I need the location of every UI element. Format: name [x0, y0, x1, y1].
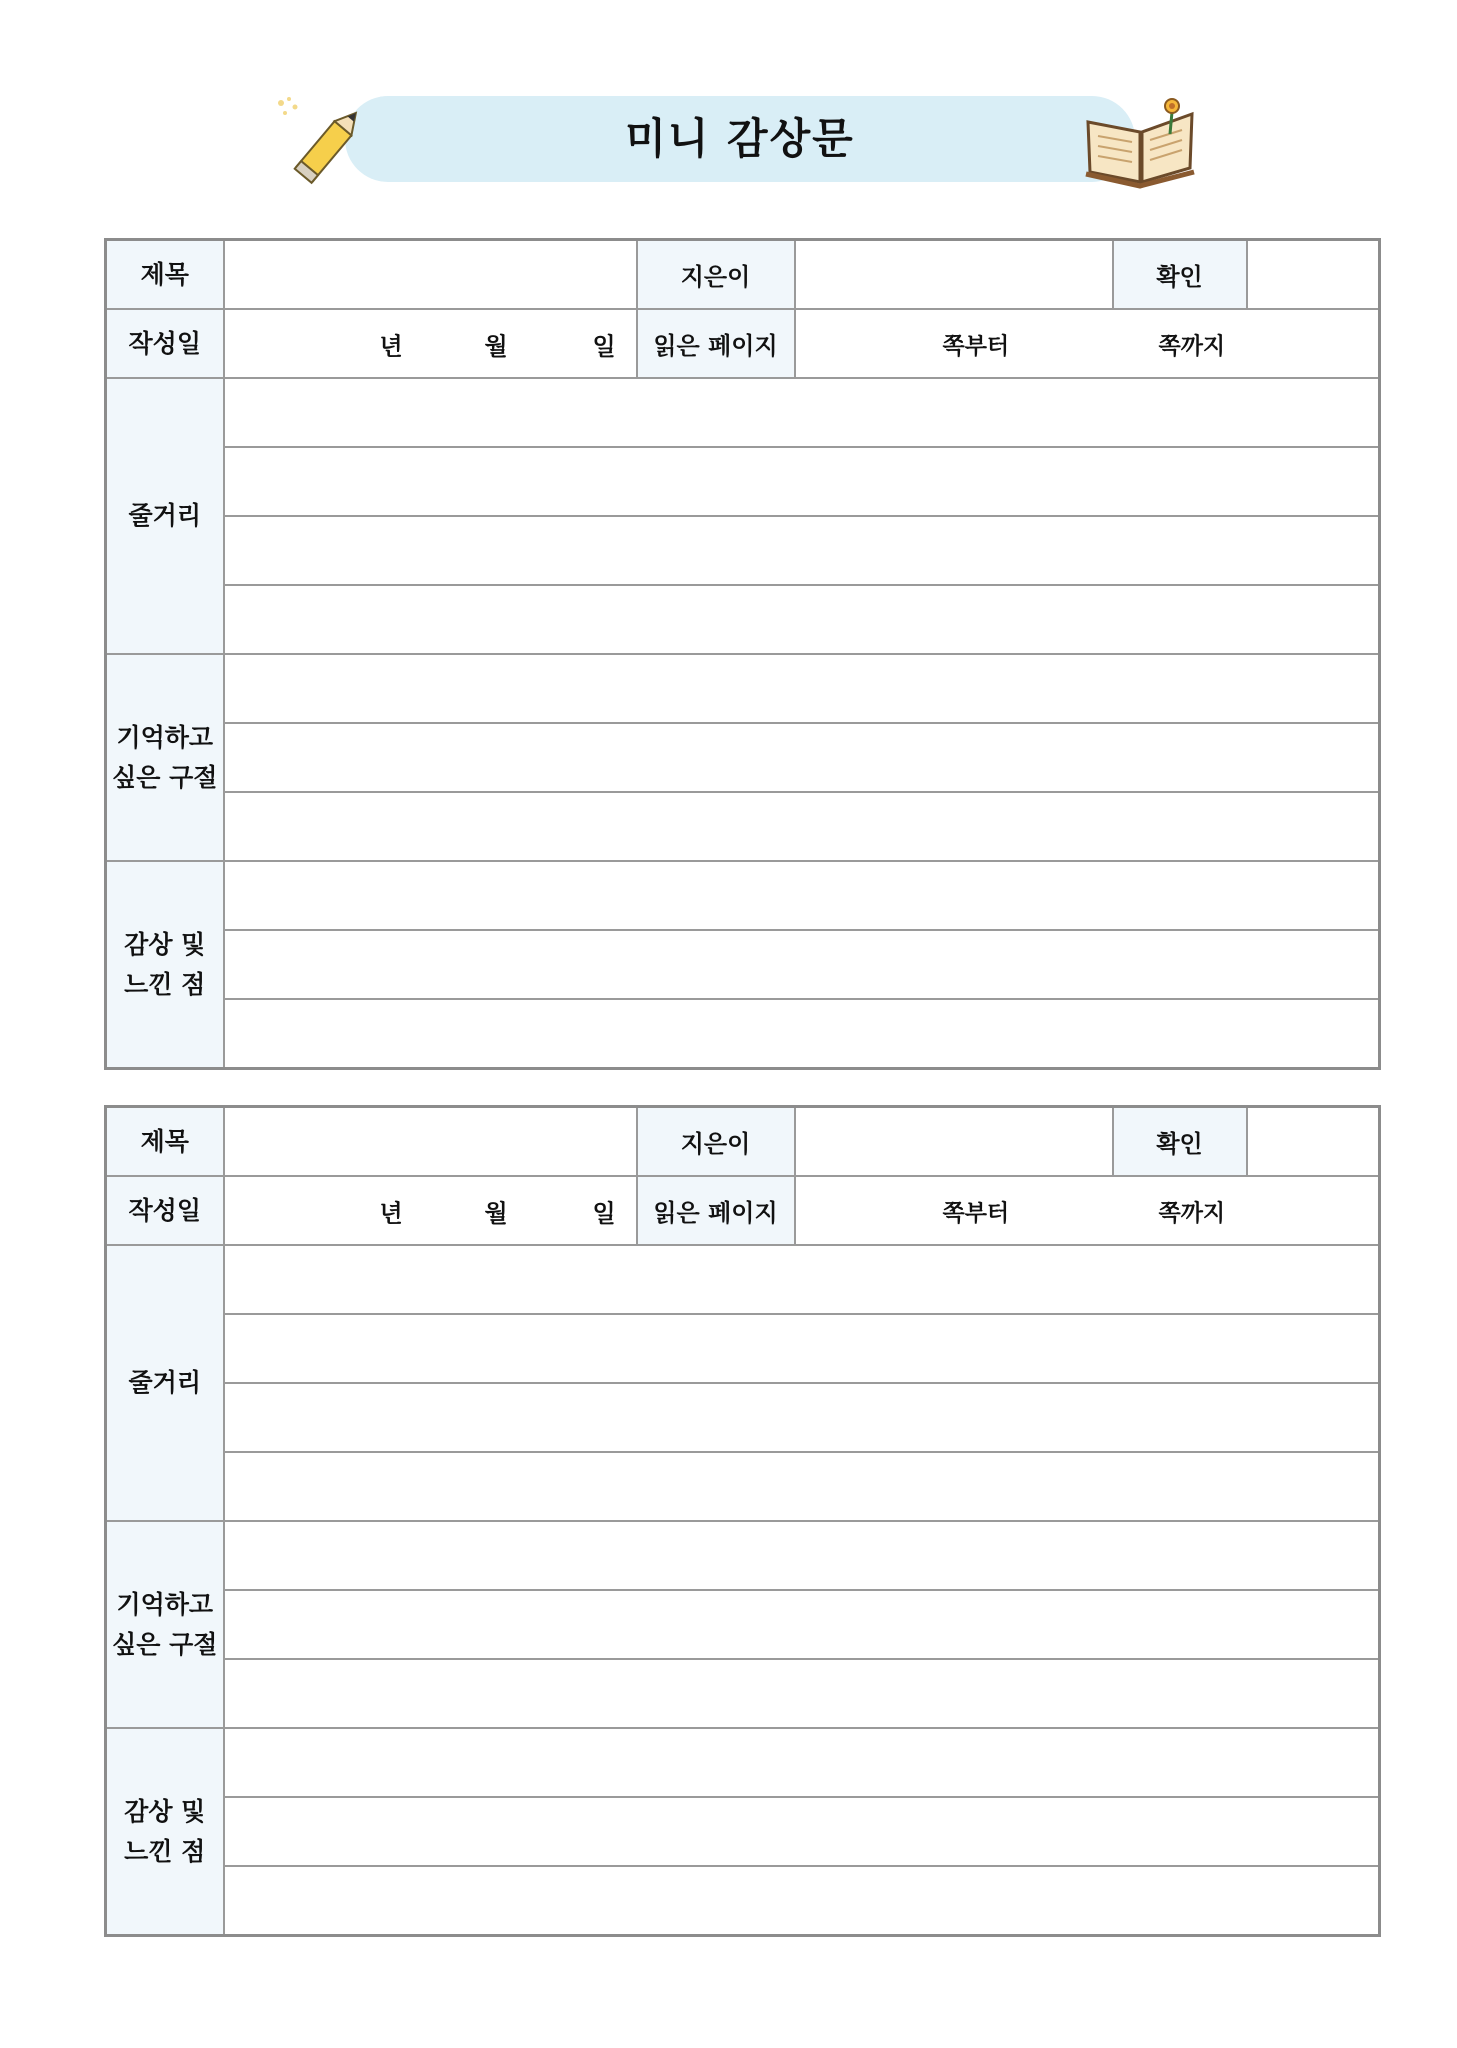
- check-label: 확인: [1113, 1107, 1247, 1177]
- quote-line[interactable]: [224, 1590, 1380, 1659]
- quote-label: [106, 1521, 224, 1728]
- year-label: 년: [379, 1199, 403, 1227]
- impression-label: [106, 861, 224, 1069]
- impression-label: [106, 1728, 224, 1936]
- date-field[interactable]: [224, 1176, 637, 1245]
- summary-line[interactable]: [224, 1314, 1380, 1383]
- summary-label: 줄거리: [106, 1245, 224, 1521]
- summary-line[interactable]: [224, 585, 1380, 654]
- pages-read-label: 읽은 페이지: [637, 309, 795, 378]
- quote-label-line1: 기억하고: [116, 722, 214, 752]
- quote-label-line2: 싶은 구절: [112, 762, 218, 792]
- quote-line[interactable]: [224, 1659, 1380, 1728]
- summary-line[interactable]: [224, 1452, 1380, 1521]
- summary-line[interactable]: [224, 378, 1380, 447]
- date-field[interactable]: [224, 309, 637, 378]
- date-label: 작성일: [106, 1176, 224, 1245]
- quote-line[interactable]: [224, 1521, 1380, 1590]
- impression-label-line1: 감상 및: [124, 929, 206, 959]
- summary-line[interactable]: [224, 1383, 1380, 1452]
- summary-line[interactable]: [224, 447, 1380, 516]
- page-to-label: 쪽까지: [1158, 333, 1226, 359]
- pages-read-field[interactable]: [795, 1176, 1380, 1245]
- check-field[interactable]: [1247, 1107, 1380, 1177]
- day-label: 일: [592, 332, 616, 360]
- impression-line[interactable]: [224, 1728, 1380, 1797]
- author-field[interactable]: [795, 1107, 1113, 1177]
- summary-line[interactable]: [224, 1245, 1380, 1314]
- page-title: 미니 감상문: [625, 114, 855, 163]
- author-label: 지은이: [637, 1107, 795, 1177]
- page-from-label: 쪽부터: [942, 333, 1010, 359]
- impression-label-line2: 느낀 점: [124, 1836, 206, 1866]
- review-form-2: [104, 1105, 1381, 1937]
- title-field[interactable]: [224, 1107, 637, 1177]
- impression-line[interactable]: [224, 861, 1380, 930]
- year-label: 년: [379, 332, 403, 360]
- review-form-1: [104, 238, 1381, 1070]
- summary-line[interactable]: [224, 516, 1380, 585]
- day-label: 일: [592, 1199, 616, 1227]
- check-field[interactable]: [1247, 240, 1380, 310]
- impression-line[interactable]: [224, 999, 1380, 1069]
- pages-read-field[interactable]: [795, 309, 1380, 378]
- quote-line[interactable]: [224, 723, 1380, 792]
- quote-line[interactable]: [224, 792, 1380, 861]
- author-field[interactable]: [795, 240, 1113, 310]
- summary-label: 줄거리: [106, 378, 224, 654]
- check-label: 확인: [1113, 240, 1247, 310]
- book-icon: [1080, 92, 1210, 192]
- title-label: 제목: [106, 240, 224, 310]
- month-label: 월: [484, 1199, 508, 1227]
- date-label: 작성일: [106, 309, 224, 378]
- impression-line[interactable]: [224, 930, 1380, 999]
- pages-read-label: 읽은 페이지: [637, 1176, 795, 1245]
- quote-label-line1: 기억하고: [116, 1589, 214, 1619]
- title-field[interactable]: [224, 240, 637, 310]
- quote-label-line2: 싶은 구절: [112, 1629, 218, 1659]
- quote-line[interactable]: [224, 654, 1380, 723]
- quote-label: [106, 654, 224, 861]
- title-label: 제목: [106, 1107, 224, 1177]
- pencil-icon: [275, 95, 385, 190]
- impression-label-line2: 느낀 점: [124, 969, 206, 999]
- impression-label-line1: 감상 및: [124, 1796, 206, 1826]
- author-label: 지은이: [637, 240, 795, 310]
- page-from-label: 쪽부터: [942, 1200, 1010, 1226]
- impression-line[interactable]: [224, 1866, 1380, 1936]
- impression-line[interactable]: [224, 1797, 1380, 1866]
- page-to-label: 쪽까지: [1158, 1200, 1226, 1226]
- month-label: 월: [484, 332, 508, 360]
